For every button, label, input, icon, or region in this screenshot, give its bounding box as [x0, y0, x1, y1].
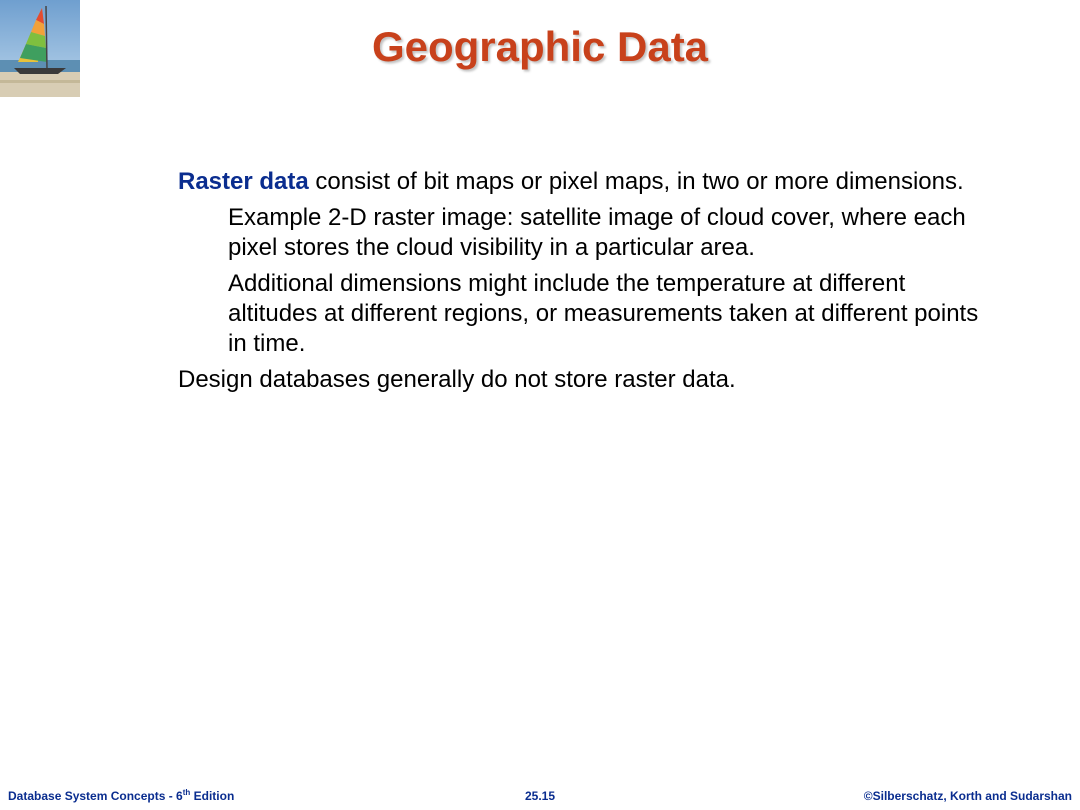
footer-page-number: 25.15 — [524, 789, 556, 803]
bullet-raster-data — [178, 167, 988, 197]
footer-edition-text: Edition — [190, 789, 235, 803]
sub-bullet-additional-dimensions: Additional dimensions might include the temperature at different altitudes at different regions, or measurements taken at different points in time. — [228, 270, 979, 357]
footer-book-title-text: Database System Concepts - 6 — [8, 789, 183, 803]
bullet-text: consist of bit maps or pixel maps, in two or more dimensions. — [308, 168, 964, 195]
term-raster-data: Raster data — [178, 168, 309, 195]
slide-title: Geographic Data — [371, 23, 709, 70]
footer-copyright: ©Silberschatz, Korth and Sudarshan — [863, 789, 1072, 803]
footer-edition-suffix: th — [182, 788, 191, 797]
slide-content — [178, 167, 988, 395]
sub-bullet-example: Example 2-D raster image: satellite image of cloud cover, where each pixel stores the cloud visibility in a particular area. — [228, 204, 966, 261]
bullet-design-databases: Design databases generally do not store raster data. — [178, 366, 736, 393]
